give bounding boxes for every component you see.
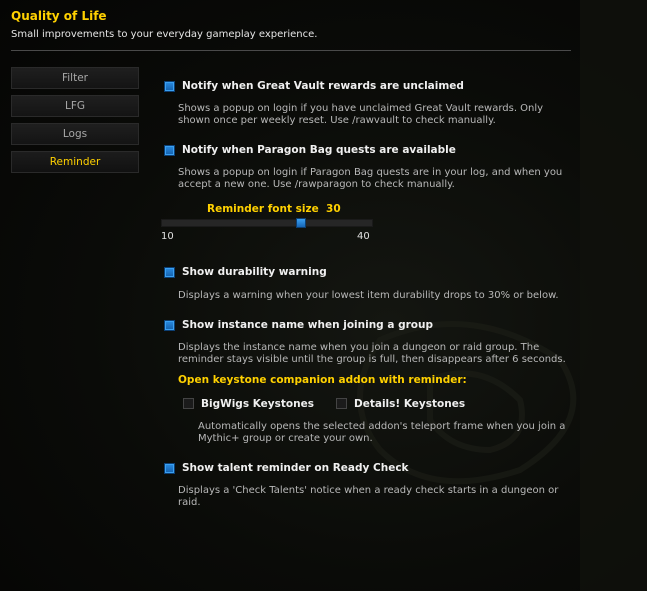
tab-lfg[interactable]: LFG (11, 95, 139, 117)
tab-logs[interactable]: Logs (11, 123, 139, 145)
font-size-slider-track[interactable] (161, 219, 373, 227)
paragon-description: Shows a popup on login if Paragon Bag quests are in your log, and when you accept a new one. Use /rawparagon to check manually. (178, 167, 563, 190)
paragon-checkbox[interactable] (164, 145, 175, 156)
keystone-section-label: Open keystone companion addon with reminder: (178, 374, 467, 386)
keystone-description: Automatically opens the selected addon's teleport frame when you join a Mythic+ group or create your own. (198, 421, 566, 444)
durability-checkbox[interactable] (164, 267, 175, 278)
great-vault-description: Shows a popup on login if you have unclaimed Great Vault rewards. Only shown once per weekly reset. Use /rawvault to check manually. (178, 103, 544, 126)
tab-reminder[interactable]: Reminder (11, 151, 139, 173)
slider-max-label: 40 (357, 231, 370, 242)
great-vault-checkbox[interactable] (164, 81, 175, 92)
durability-label: Show durability warning (182, 266, 327, 278)
font-size-value: 30 (326, 203, 341, 215)
page-title: Quality of Life (11, 9, 107, 23)
bigwigs-keystones-label: BigWigs Keystones (201, 398, 314, 410)
details-keystones-label: Details! Keystones (354, 398, 466, 410)
instance-name-description: Displays the instance name when you join a dungeon or raid group. The reminder stays visible until the group is full, then disappears after 6 seconds. (178, 342, 566, 365)
header-divider (11, 50, 571, 51)
slider-min-label: 10 (161, 231, 174, 242)
talent-reminder-label: Show talent reminder on Ready Check (182, 462, 409, 474)
paragon-label: Notify when Paragon Bag quests are available (182, 144, 456, 156)
tab-filter[interactable]: Filter (11, 67, 139, 89)
great-vault-label: Notify when Great Vault rewards are unclaimed (182, 80, 464, 92)
talent-reminder-checkbox[interactable] (164, 463, 175, 474)
instance-name-checkbox[interactable] (164, 320, 175, 331)
talent-reminder-description: Displays a 'Check Talents' notice when a ready check starts in a dungeon or raid. (178, 485, 559, 508)
instance-name-label: Show instance name when joining a group (182, 319, 433, 331)
page-subtitle: Small improvements to your everyday gameplay experience. (11, 29, 318, 40)
font-size-slider-handle[interactable] (296, 218, 306, 228)
bigwigs-keystones-checkbox[interactable] (183, 398, 194, 409)
durability-description: Displays a warning when your lowest item durability drops to 30% or below. (178, 290, 559, 301)
details-keystones-checkbox[interactable] (336, 398, 347, 409)
font-size-slider-label: Reminder font size 30 (207, 203, 341, 215)
